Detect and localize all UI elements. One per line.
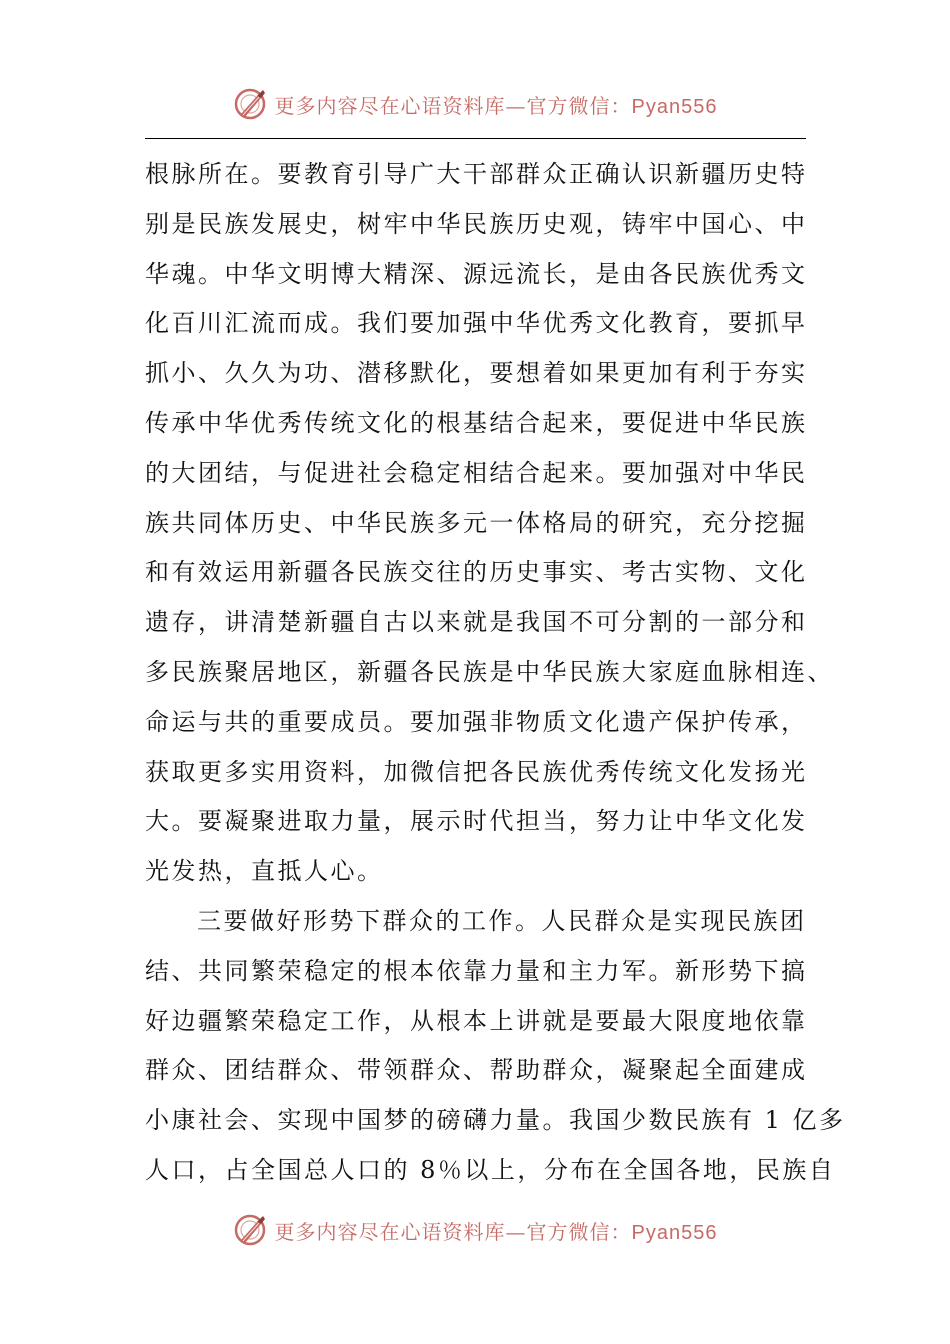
text-line: 族共同体历史、中华民族多元一体格局的研究，充分挖掘 [145,508,808,537]
text-line: 命运与共的重要成员。要加强非物质文化遗产保护传承， [145,707,808,736]
text-line: 的大团结，与促进社会稳定相结合起来。要加强对中华民 [145,458,808,487]
header-banner-content [233,86,718,122]
text-line: 小康社会、实现中国梦的磅礴力量。我国少数民族有 1 亿多 [145,1106,846,1135]
pen-nib-logo-icon [233,1212,269,1248]
header-banner-text [275,90,718,119]
text-line: 化百川汇流而成。我们要加强中华优秀文化教育，要抓早 [145,309,808,338]
text-line: 光发热，直抵人心。 [145,857,384,886]
text-line: 人口，占全国总人口的 8％以上，分布在全国各地，民族自 [145,1155,836,1184]
header-banner-handle: Pyan556 [631,95,718,118]
text-line: 别是民族发展史，树牢中华民族历史观，铸牢中国心、中 [145,209,808,238]
text-line: 大。要凝聚进取力量，展示时代担当，努力让中华文化发 [145,807,808,836]
footer-banner-prefix: 更多内容尽在心语资料库—官方微信： [274,1219,632,1244]
text-line: 根脉所在。要教育引导广大干部群众正确认识新疆历史特 [145,160,808,188]
text-line: 华魂。中华文明博大精深、源远流长，是由各民族优秀文 [145,259,808,288]
footer-banner-text [275,1216,718,1245]
text-line: 群众、团结群众、带领群众、帮助群众，凝聚起全面建成 [145,1056,808,1085]
text-line: 传承中华优秀传统文化的根基结合起来，要促进中华民族 [145,408,808,437]
text-line: 三要做好形势下群众的工作。人民群众是实现民族团 [197,906,807,935]
header-rule [145,138,806,139]
footer-banner-handle: Pyan556 [631,1221,718,1244]
text-line: 获取更多实用资料，加微信把各民族优秀传统文化发扬光 [145,757,808,786]
text-line: 多民族聚居地区，新疆各民族是中华民族大家庭血脉相连、 [145,657,834,686]
text-line: 和有效运用新疆各民族交往的历史事实、考古实物、文化 [145,558,808,587]
text-line: 结、共同繁荣稳定的根本依靠力量和主力军。新形势下搞 [145,956,808,985]
text-line: 遗存，讲清楚新疆自古以来就是我国不可分割的一部分和 [145,608,808,637]
header-banner [0,82,950,126]
pen-nib-logo-icon [233,86,269,122]
text-line: 抓小、久久为功、潜移默化，要想着如果更加有利于夯实 [145,359,808,388]
document-body [145,150,846,1196]
text-line: 好边疆繁荣稳定工作，从根本上讲就是要最大限度地依靠 [145,1006,808,1035]
footer-banner [0,1208,950,1252]
header-banner-prefix: 更多内容尽在心语资料库—官方微信： [274,93,632,118]
footer-banner-content [233,1212,718,1248]
